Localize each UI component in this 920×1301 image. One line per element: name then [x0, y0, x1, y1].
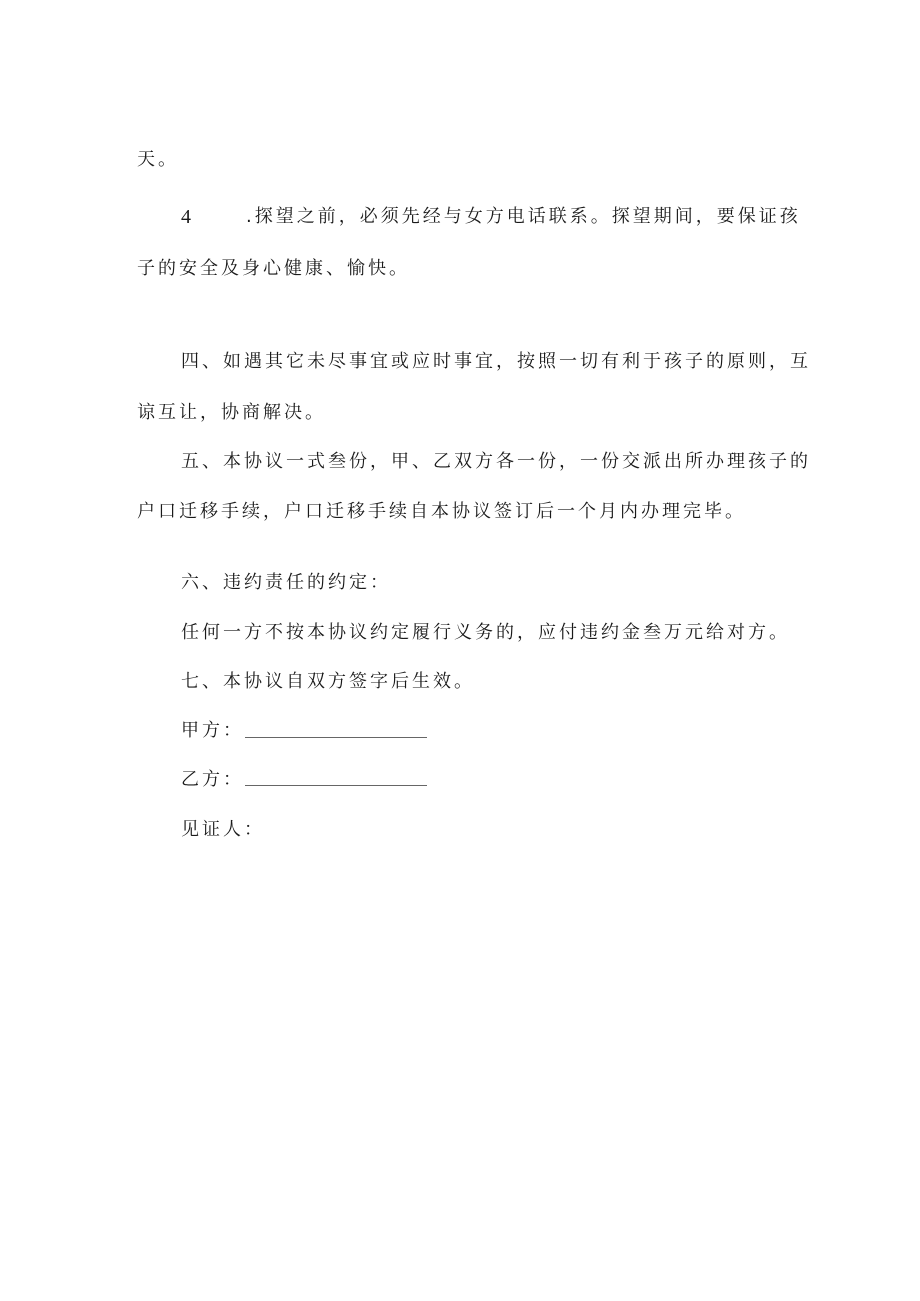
section-5-line-2: 户口迁移手续，户口迁移手续自本协议签订后一个月内办理完毕。: [137, 501, 746, 522]
section-5-line-1: 五、本协议一式叁份，甲、乙双方各一份，一份交派出所办理孩子的: [181, 451, 811, 472]
party-b-signature-line: [245, 785, 427, 786]
party-a-signature-line: [245, 737, 427, 738]
section-4-line-2: 谅互让，协商解决。: [137, 402, 326, 423]
item-number: 4: [181, 206, 191, 228]
section-7: 七、本协议自双方签字后生效。: [181, 671, 475, 692]
section-4-line-1: 四、如遇其它未尽事宜或应时事宜，按照一切有利于孩子的原则，互: [181, 351, 811, 372]
section-6-body: 任何一方不按本协议约定履行义务的，应付违约金叁万元给对方。: [181, 622, 790, 643]
witness-label: 见证人：: [181, 819, 265, 840]
party-a-label: 甲方：: [181, 720, 244, 741]
paragraph-line-continuation: 天。: [137, 149, 179, 170]
section-6-heading: 六、违约责任的约定：: [181, 572, 391, 593]
party-b-label: 乙方：: [181, 769, 244, 790]
item-4-line-2: 子的安全及身心健康、愉快。: [137, 258, 410, 279]
item-4-line-1: .探望之前，必须先经与女方电话联系。探望期间，要保证孩: [246, 206, 801, 227]
